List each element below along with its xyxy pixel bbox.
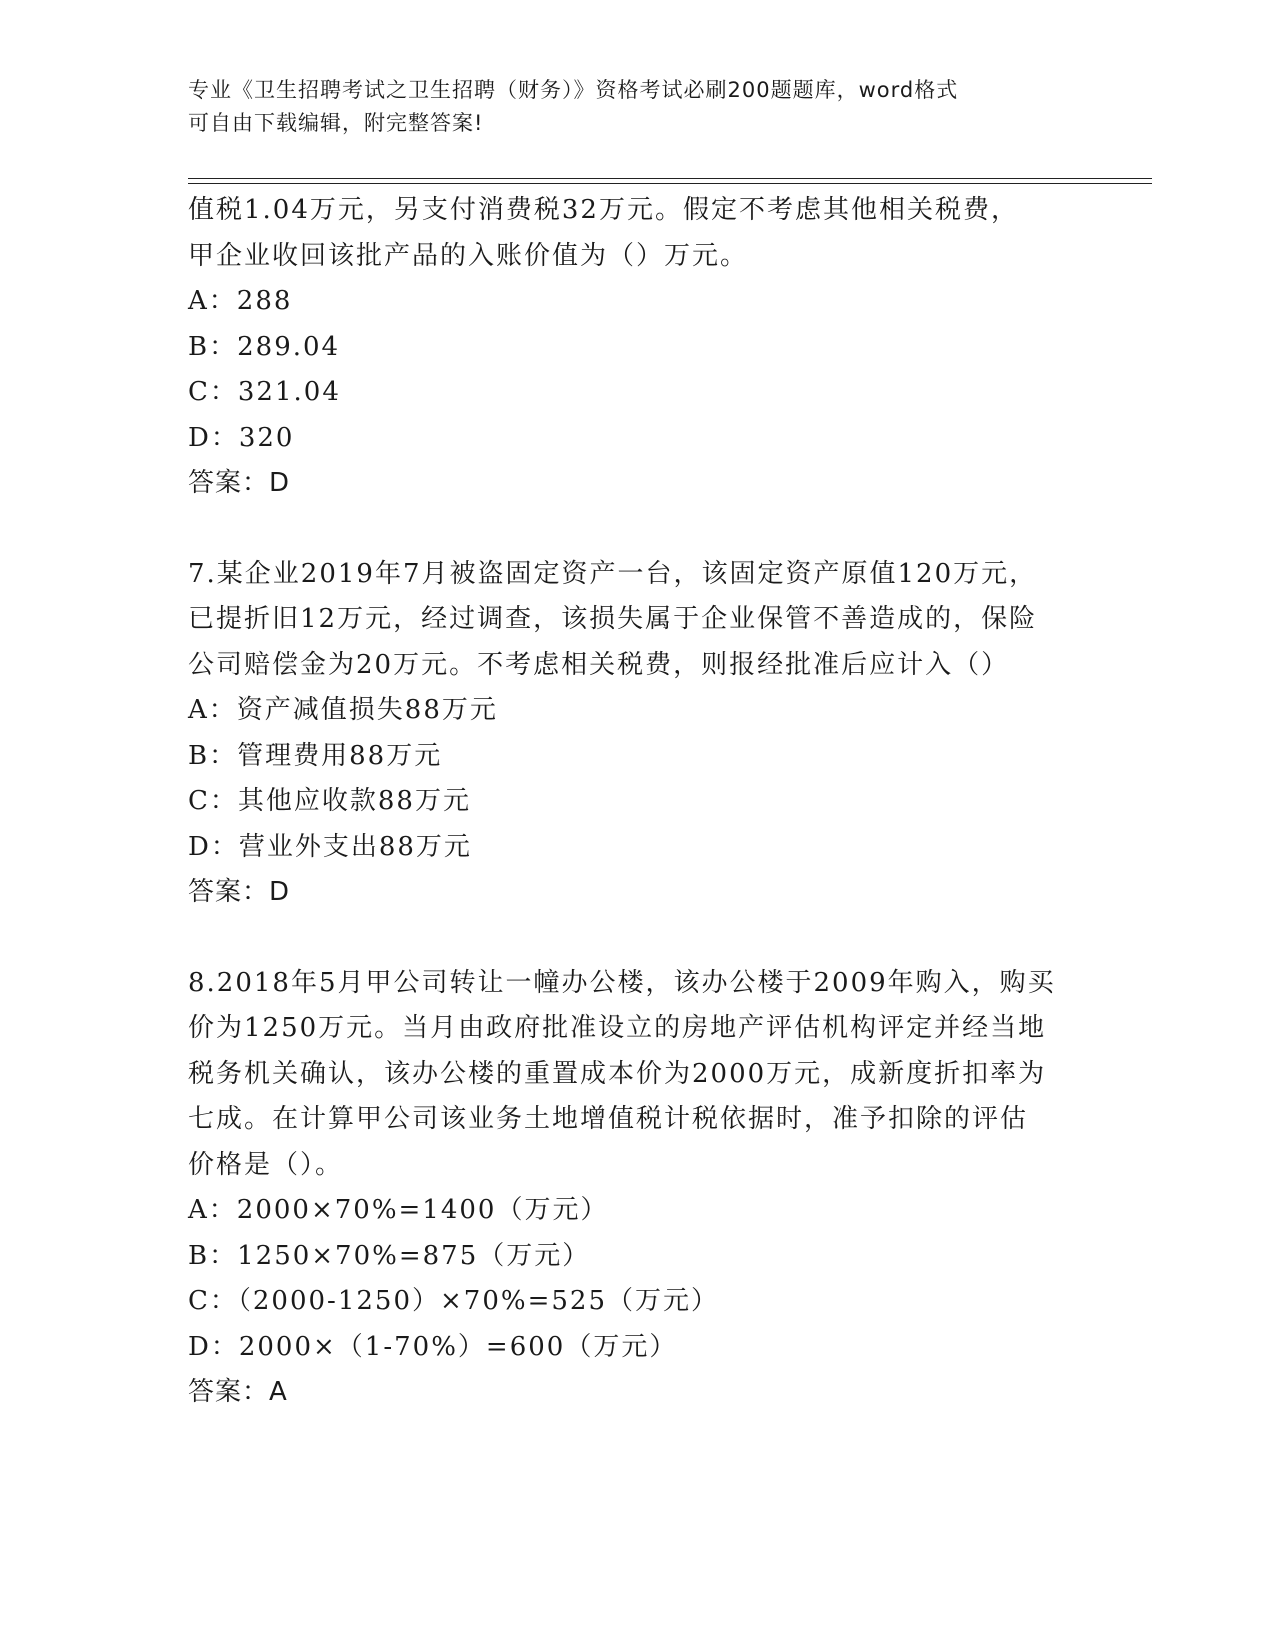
question-stem-line: 8.2018年5月甲公司转让一幢办公楼，该办公楼于2009年购入，购买 — [188, 967, 1056, 998]
option-b: B：1250×70%=875（万元） — [188, 1240, 591, 1271]
option-d: D：320 — [188, 422, 295, 453]
spacer — [188, 507, 1108, 552]
option-c: C：321.04 — [188, 377, 341, 407]
question-stem-line: 7.某企业2019年7月被盗固定资产一台，该固定资产原值120万元， — [188, 558, 1038, 589]
answer-line: 答案：D — [188, 468, 291, 498]
option-a: A：资产减值损失88万元 — [188, 695, 498, 725]
question-7 — [188, 552, 1108, 916]
question-stem-line: 已提折旧12万元，经过调查，该损失属于企业保管不善造成的，保险 — [188, 604, 1038, 634]
question-8 — [188, 961, 1108, 1416]
document-body — [188, 188, 1108, 1416]
question-stem-line: 甲企业收回该批产品的入账价值为（）万元。 — [188, 240, 749, 271]
question-stem-line: 七成。在计算甲公司该业务土地增值税计税依据时，准予扣除的评估 — [188, 1104, 1029, 1134]
question-stem-line: 公司赔偿金为20万元。不考虑相关税费，则报经批准后应计入（） — [188, 649, 1010, 680]
header-divider-top — [188, 178, 1152, 179]
option-b: B：289.04 — [188, 331, 341, 362]
option-a: A：2000×70%=1400（万元） — [188, 1195, 609, 1225]
option-b: B：管理费用88万元 — [188, 740, 443, 771]
header-line-1: 专业《卫生招聘考试之卫生招聘（财务）》资格考试必刷200题题库，word格式 — [188, 78, 959, 102]
question-6 — [188, 188, 1108, 507]
page-header — [188, 74, 1088, 140]
option-d: D：2000×（1-70%）=600（万元） — [188, 1331, 678, 1362]
question-stem-line: 价格是（）。 — [188, 1149, 344, 1180]
header-line-2: 可自由下载编辑，附完整答案! — [188, 111, 484, 135]
header-divider-bottom — [188, 183, 1152, 184]
question-stem-line: 值税1.04万元，另支付消费税32万元。假定不考虑其他相关税费， — [188, 195, 1019, 225]
option-d: D：营业外支出88万元 — [188, 831, 472, 862]
answer-line: 答案：A — [188, 1377, 288, 1407]
option-c: C：（2000-1250）×70%=525（万元） — [188, 1286, 720, 1316]
answer-line: 答案：D — [188, 877, 291, 907]
spacer — [188, 916, 1108, 961]
option-a: A：288 — [188, 286, 293, 316]
question-stem-line: 价为1250万元。当月由政府批准设立的房地产评估机构评定并经当地 — [188, 1013, 1047, 1043]
question-stem-line: 税务机关确认，该办公楼的重置成本价为2000万元，成新度折扣率为 — [188, 1058, 1047, 1089]
option-c: C：其他应收款88万元 — [188, 786, 471, 816]
